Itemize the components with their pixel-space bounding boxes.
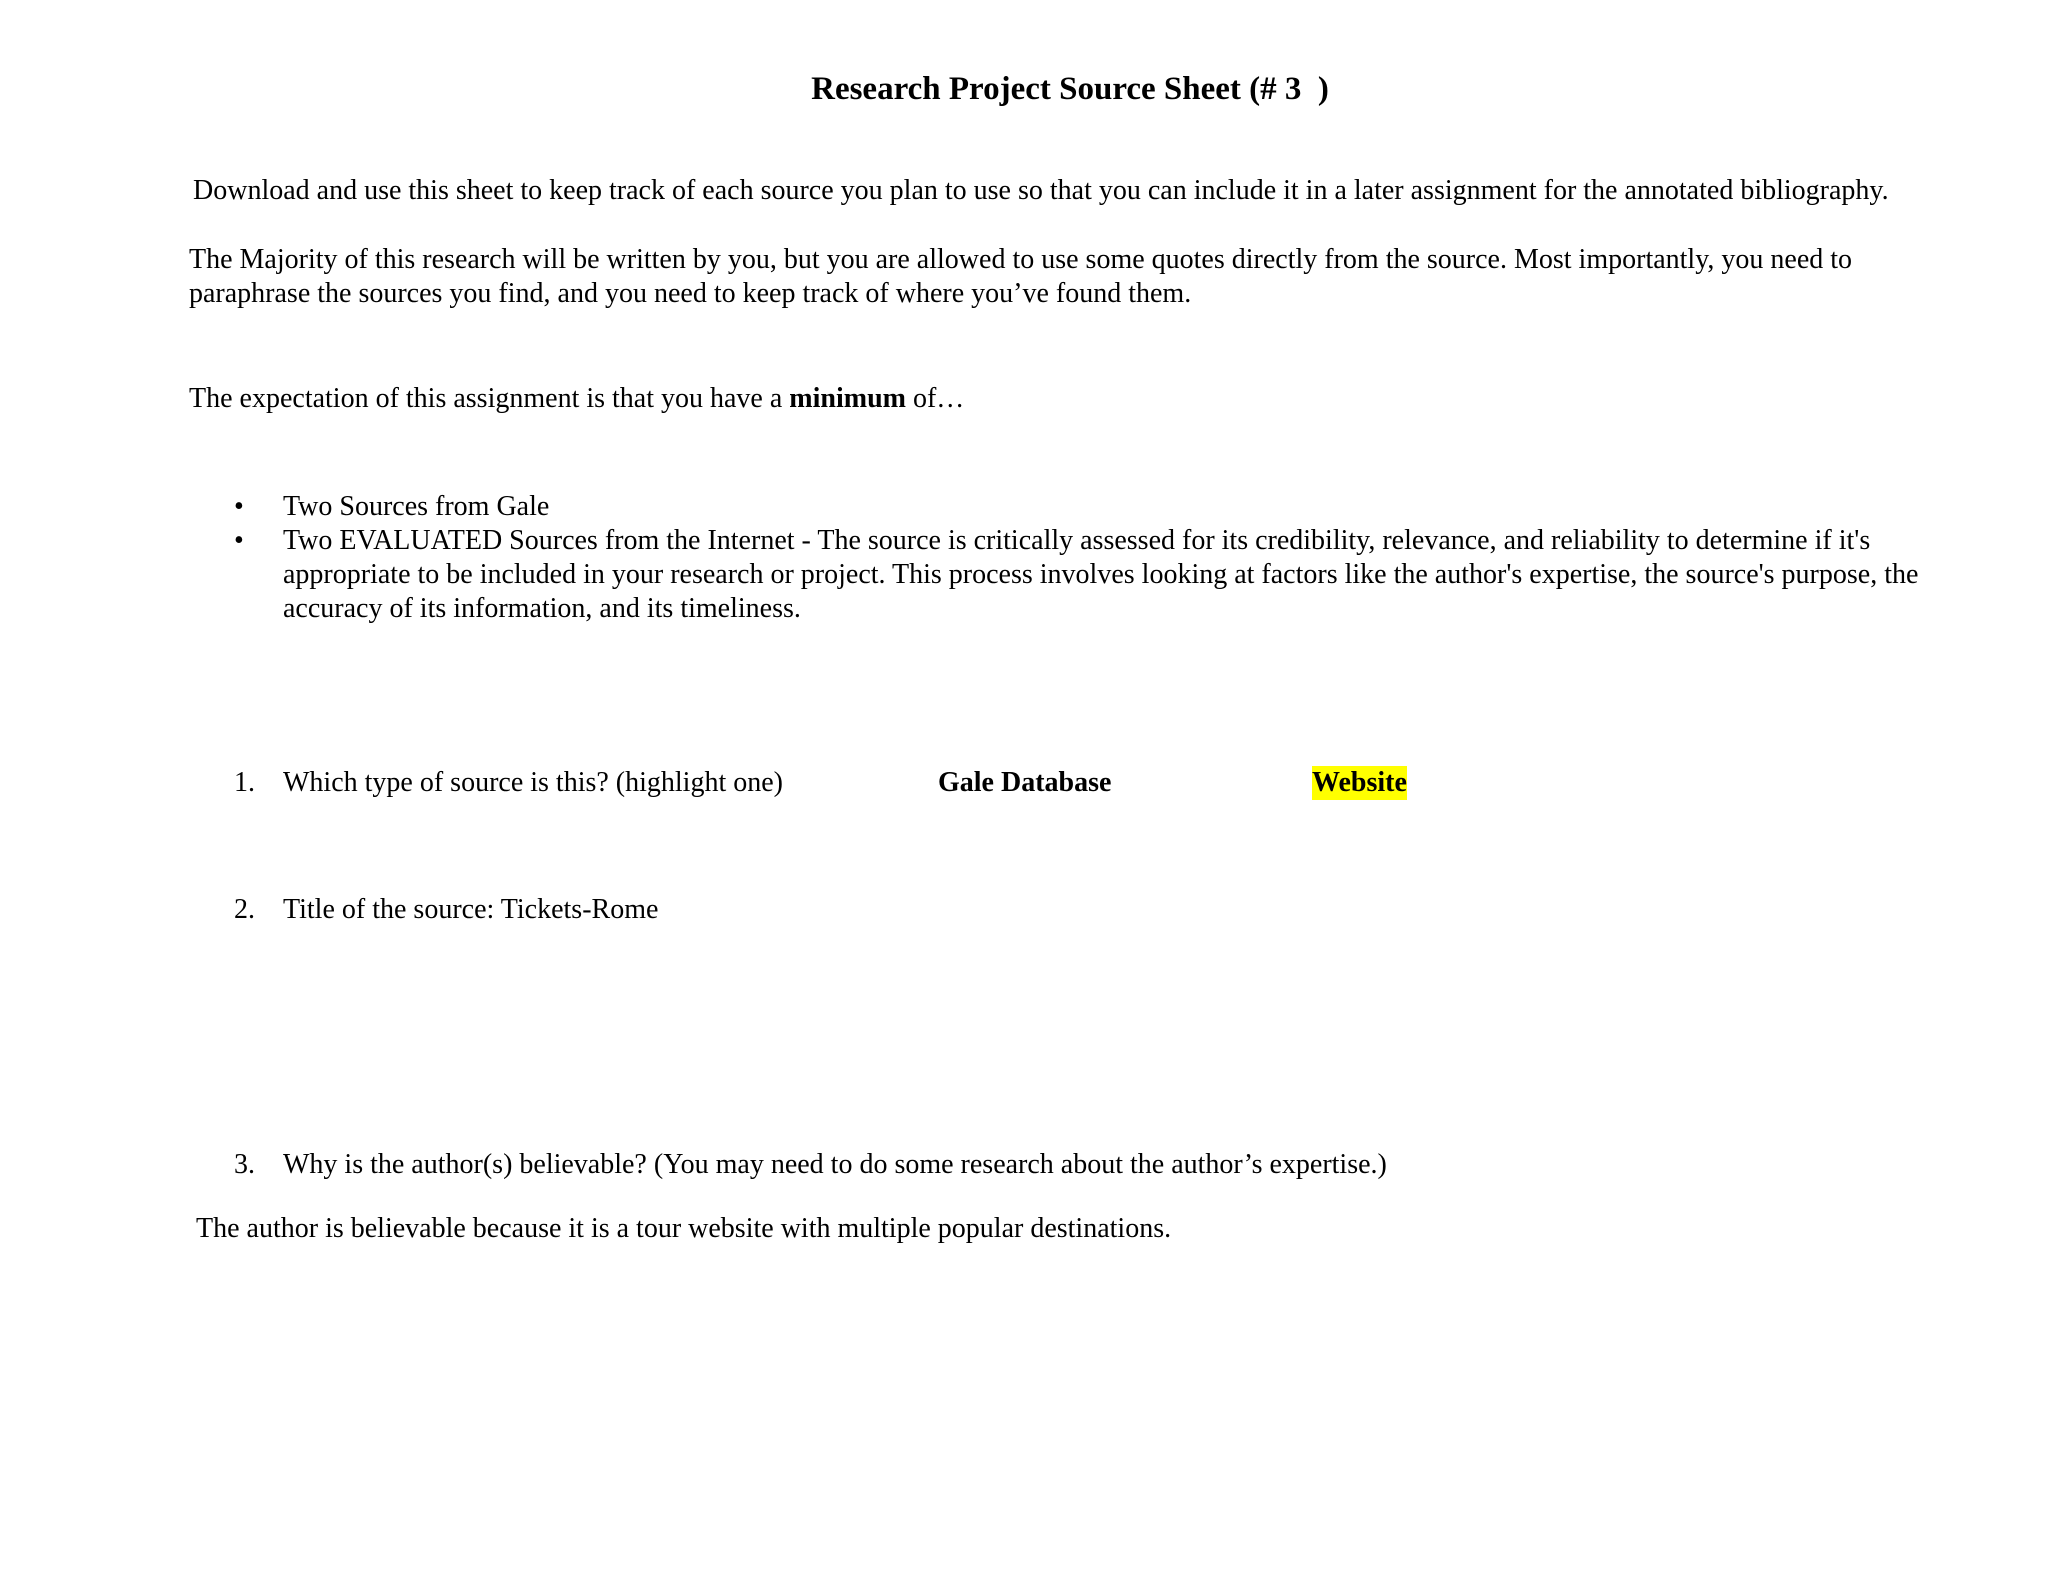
option-website-highlighted[interactable]: Website [1312, 767, 1407, 798]
intro-paragraph-download: Download and use this sheet to keep track of each source you plan to use so that you can include it in a later assignment for the annotated bibliography. [193, 175, 1889, 206]
question-number: 2. [234, 894, 255, 925]
page-title: Research Project Source Sheet (# 3 ) [811, 71, 1329, 107]
expectation-paragraph [189, 382, 1949, 416]
question-text: Title of the source: Tickets-Rome [283, 894, 659, 925]
list-item [189, 490, 1949, 524]
question-text: Which type of source is this? (highlight one) [283, 767, 783, 798]
expectation-text-after: of… [905, 383, 965, 414]
question-text: Why is the author(s) believable? (You may need to do some research about the author’s expertise.) [283, 1149, 1387, 1180]
answer-3-text: The author is believable because it is a tour website with multiple popular destinations. [196, 1213, 1172, 1244]
intro-paragraph-majority: The Majority of this research will be written by you, but you are allowed to use some quotes directly from the source. Most importantly, you need to paraphrase the sources you find, and you need to keep track of where you’ve found them. [189, 244, 1853, 309]
bullet-icon: • [234, 525, 244, 556]
option-gale-database[interactable]: Gale Database [938, 767, 1112, 798]
expectation-text-bold: minimum [789, 383, 906, 414]
bullet-text-gale: Two Sources from Gale [283, 491, 550, 522]
question-number: 3. [234, 1149, 255, 1180]
list-item [189, 524, 1949, 626]
bullet-text-internet: Two EVALUATED Sources from the Internet - The source is critically assessed for its credibility, relevance, and reliability to determine if it's appropriate to be included in your research or project. This process involves looking at factors like the author's expertise, the source's purpose, the accuracy of its information, and its timeliness. [283, 525, 1919, 624]
question-number: 1. [234, 767, 255, 798]
expectation-text-before: The expectation of this assignment is that you have a [189, 383, 790, 414]
requirements-list [189, 490, 1949, 626]
bullet-icon: • [234, 491, 244, 522]
